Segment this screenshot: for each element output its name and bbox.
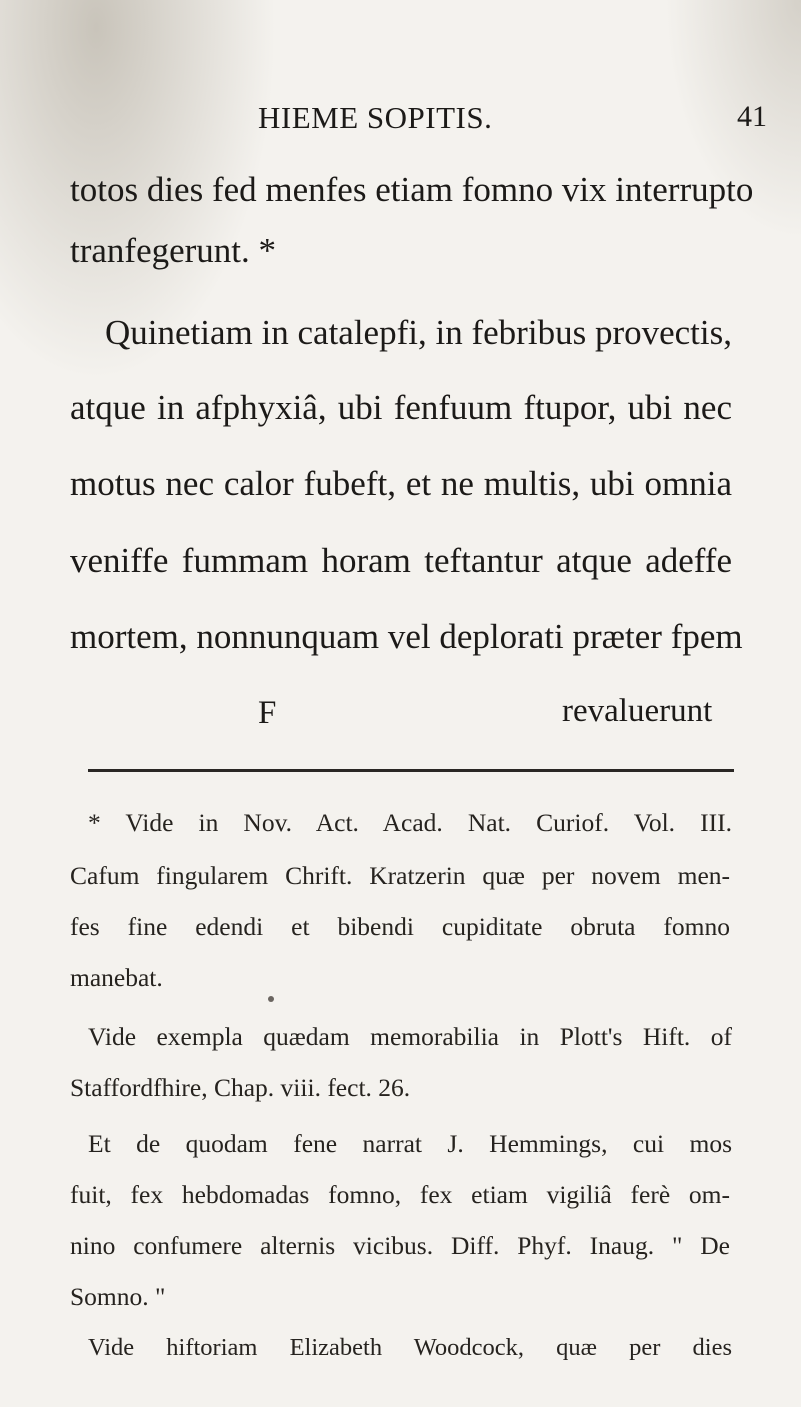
footnote-rule <box>88 769 734 772</box>
footnote-line: fuit, fex hebdomadas fomno, fex etiam vigiliâ ferè om- <box>70 1180 730 1209</box>
body-line: Quinetiam in catalepfi, in febribus provectis, <box>105 313 732 352</box>
footnote-line: manebat. <box>70 963 163 992</box>
catchword: revaluerunt <box>562 693 713 729</box>
signature-mark: F <box>258 695 277 731</box>
footnote-line: Vide hiftoriam Elizabeth Woodcock, quæ per dies <box>88 1334 732 1361</box>
body-line: mortem, nonnunquam vel deplorati præter fpem <box>70 617 743 656</box>
body-line: tranfegerunt. * <box>70 231 277 270</box>
footnote-line: * Vide in Nov. Act. Acad. Nat. Curiof. Vol. III. <box>88 808 732 837</box>
footnote-line: Staffordfhire, Chap. viii. fect. 26. <box>70 1073 411 1102</box>
footnote-line: Somno. " <box>70 1282 166 1311</box>
body-line: veniffe fummam horam teftantur atque adeffe <box>70 541 732 580</box>
body-line: totos dies fed menfes etiam fomno vix interrupto <box>70 170 754 209</box>
footnote-line: Et de quodam fene narrat J. Hemmings, cui mos <box>88 1129 732 1158</box>
body-line: atque in afphyxiâ, ubi fenfuum ftupor, ubi nec <box>70 388 732 427</box>
body-line: motus nec calor fubeft, et ne multis, ubi omnia <box>70 464 732 503</box>
footnote-line: Vide exempla quædam memorabilia in Plott's Hift. of <box>88 1022 732 1051</box>
footnote-line: Cafum fingularem Chrift. Kratzerin quæ per novem men- <box>70 861 730 890</box>
footnote-line: nino confumere alternis vicibus. Diff. Phyf. Inaug. " De <box>70 1231 730 1260</box>
running-head: HIEME SOPITIS. <box>258 100 493 135</box>
page-number: 41 <box>737 100 767 133</box>
ink-dot <box>268 996 274 1002</box>
footnote-line: fes fine edendi et bibendi cupiditate obruta fomno <box>70 912 730 941</box>
